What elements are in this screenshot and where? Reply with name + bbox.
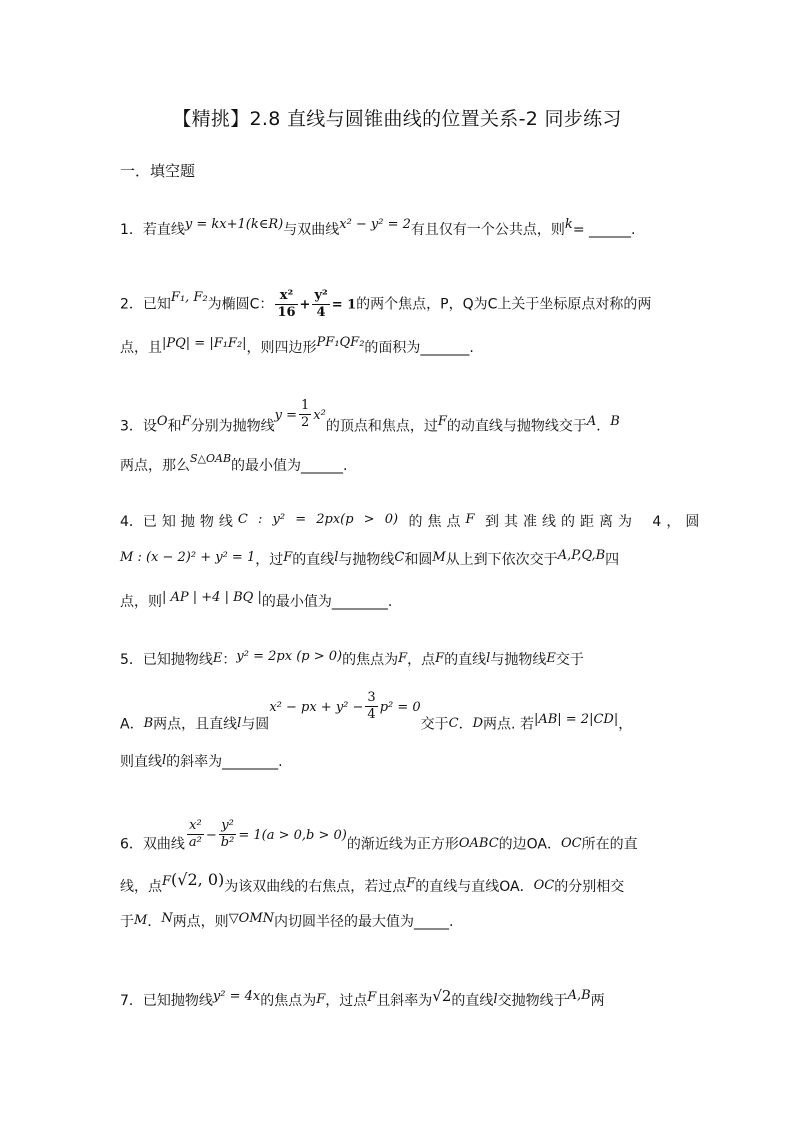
math-expression: | AP | +4 | BQ | — [162, 590, 262, 605]
math-expression: C — [394, 550, 405, 565]
problem-4 — [120, 512, 704, 533]
math-expression: N — [161, 911, 173, 926]
math-expression: S△OAB — [190, 452, 232, 465]
fraction-numerator: x² — [275, 288, 297, 305]
problem-number: 1． — [120, 222, 143, 238]
math-expression: |AB| = 2|CD| — [533, 711, 619, 727]
math-expression: C : y² = 2px(p > 0) — [237, 512, 399, 527]
problem-text: 点，且 — [120, 340, 162, 356]
math-expression: OC — [533, 878, 555, 893]
math-expression: F — [435, 651, 445, 666]
problem-3 — [120, 398, 620, 443]
page-title: 【精挑】2.8 直线与圆锥曲线的位置关系-2 同步练习 — [172, 108, 622, 130]
fraction-numerator: y² — [314, 288, 328, 303]
problem-number: 7． — [120, 993, 143, 1009]
problem-6 — [120, 818, 638, 861]
problem-5-line-3 — [120, 752, 283, 773]
problem-text: 的动直线与抛物线交于 — [446, 418, 587, 435]
problem-2-line-2 — [120, 335, 474, 359]
problem-text: 的边OA． — [498, 836, 562, 853]
problem-text: 交抛物线于 — [497, 993, 568, 1009]
fraction — [275, 288, 297, 321]
math-operator: − — [205, 827, 217, 843]
fraction-denominator: 16 — [277, 305, 296, 320]
problem-text: 四 — [605, 552, 620, 568]
math-expression: y = kx+1(k∈R) — [184, 217, 284, 232]
problem-text: 双曲线 — [142, 836, 185, 853]
problem-text: 的直线与直线OA． — [415, 879, 534, 895]
fraction-numerator: 3 — [367, 690, 376, 705]
problem-text: 分别为抛物线 — [190, 418, 275, 435]
problem-6-line-3 — [120, 912, 453, 933]
problem-text: 的最小值为________. — [261, 594, 393, 610]
problem-number: 3． — [120, 418, 143, 435]
section-heading: 一．填空题 — [120, 162, 196, 180]
problem-text: 于 — [120, 914, 134, 930]
problem-text: 的渐近线为正方形 — [346, 836, 459, 853]
problem-text: 的直线 — [292, 552, 335, 568]
problem-text: 的焦点为 — [342, 652, 399, 668]
problem-text: 的斜率为________. — [166, 754, 283, 770]
math-expression-part: = 1(a > 0,b > 0) — [238, 827, 347, 843]
problem-text: ， — [618, 716, 633, 733]
math-expression: B — [610, 413, 620, 429]
problem-3-line-2 — [120, 452, 348, 477]
problem-text: 的最小值为______. — [231, 458, 348, 474]
math-expression: x² − y² = 2 — [339, 217, 411, 232]
fraction — [365, 690, 377, 723]
math-expression: PF₁QF₂ — [316, 335, 365, 350]
math-operator: = 1 — [331, 297, 357, 313]
problem-text: 和 — [167, 418, 182, 435]
math-expression: F — [367, 990, 377, 1005]
fraction-denominator: a² — [188, 835, 202, 850]
math-expression: C — [448, 715, 459, 731]
problem-text: 的两个焦点，P，Q为C上关于坐标原点对称的两 — [356, 296, 652, 313]
fraction-denominator: 2 — [301, 415, 310, 430]
math-expression: E — [546, 651, 556, 666]
problem-text: 交于 — [420, 716, 449, 733]
problem-text: 点，则 — [120, 594, 162, 610]
problem-text: ，过 — [255, 552, 284, 568]
problem-7 — [120, 987, 605, 1012]
problem-text: 的直线 — [444, 652, 487, 668]
problem-6-line-2 — [120, 870, 625, 898]
problem-text: 为椭圆C： — [207, 296, 274, 313]
problem-text: 线，点 — [120, 879, 162, 895]
problem-text: 已知抛物线 — [142, 993, 213, 1009]
math-expression: A — [586, 413, 597, 429]
math-expression: F — [398, 651, 408, 666]
problem-text: ，点 — [407, 652, 436, 668]
problem-text: 与抛物线 — [338, 552, 395, 568]
math-expression — [185, 818, 347, 850]
problem-text: ： — [222, 652, 237, 668]
problem-2 — [120, 288, 651, 321]
problem-text: 和圆 — [404, 552, 433, 568]
problem-text: 交于 — [555, 652, 584, 668]
math-expression: M — [432, 550, 446, 565]
problem-text: 到其准线的距离为 4，圆 — [484, 514, 705, 530]
problem-text: 有且仅有一个公共点，则 — [410, 222, 565, 238]
problem-text: 的直线 — [451, 993, 494, 1009]
math-expression: ▽OMN — [228, 911, 275, 926]
math-expression: F — [162, 874, 172, 889]
problem-text: 的焦点 — [408, 514, 466, 530]
math-expression: OABC — [458, 835, 499, 851]
problem-text: 已知抛物线 — [142, 514, 238, 530]
problem-text: 的分别相交 — [554, 879, 625, 895]
math-expression: k — [564, 217, 573, 232]
problem-text: 则直线 — [120, 754, 162, 770]
math-expression: √2 — [432, 987, 452, 1005]
problem-text: 从上到下依次交于 — [445, 552, 558, 568]
fraction-denominator: 4 — [316, 305, 326, 320]
math-expression: OC — [561, 835, 582, 851]
fraction — [187, 818, 204, 851]
math-expression: l — [237, 715, 242, 731]
problem-4-line-2 — [120, 550, 619, 571]
problem-text: 两点，则 — [172, 914, 229, 930]
problem-text: 两点. 若 — [483, 716, 534, 733]
problem-text: 的顶点和焦点，过 — [325, 418, 438, 435]
math-operator: + — [299, 297, 311, 313]
math-expression-part: x² — [313, 407, 326, 423]
math-expression: F₁, F₂ — [170, 289, 208, 305]
problem-text: ． — [147, 914, 162, 930]
problem-text: 已知 — [142, 296, 171, 313]
problem-text: ，则四边形 — [246, 340, 317, 356]
problem-text: 所在的直 — [581, 836, 638, 853]
math-expression: y² = 2px (p > 0) — [236, 649, 343, 664]
math-expression: E — [212, 651, 223, 666]
fraction-numerator: y² — [219, 818, 237, 835]
problem-text: ． — [596, 418, 611, 435]
problem-4-line-3 — [120, 592, 392, 613]
math-expression: A,B — [567, 988, 591, 1003]
problem-text: 与圆 — [241, 716, 270, 733]
problem-text: 且斜率为 — [376, 993, 433, 1009]
problem-text: 为该双曲线的右焦点，若过点 — [224, 879, 407, 895]
problem-text: 两 — [590, 993, 605, 1009]
problem-text: 与抛物线 — [490, 652, 547, 668]
math-expression-part: y = — [274, 407, 297, 423]
math-expression-part: x² − px + y² − — [269, 699, 364, 715]
math-expression: M : (x − 2)² + y² = 1 — [120, 550, 256, 565]
fraction-denominator: b² — [220, 835, 235, 850]
problem-number: 6． — [120, 836, 143, 853]
fraction-numerator: x² — [187, 818, 204, 835]
math-expression: F — [406, 876, 416, 891]
math-expression: A,P,Q,B — [557, 548, 606, 563]
problem-5-line-2 — [120, 690, 633, 741]
problem-text: 的焦点为 — [260, 993, 317, 1009]
problem-text: 若直线 — [142, 222, 185, 238]
problem-5 — [120, 650, 584, 671]
math-expression: O — [156, 413, 168, 429]
math-expression: F — [437, 413, 447, 429]
problem-text: 两点，那么 — [120, 458, 190, 474]
problem-number: 5． — [120, 652, 143, 668]
math-expression: (√2, 0) — [171, 870, 225, 889]
math-expression: l — [334, 550, 339, 565]
math-expression — [269, 690, 421, 722]
problem-text: 与双曲线 — [283, 222, 340, 238]
math-expression: l — [493, 992, 498, 1007]
problem-text: 的面积为_______. — [364, 340, 474, 356]
fraction — [312, 288, 329, 321]
problem-number: 2． — [120, 296, 143, 313]
problem-text: 内切圆半径的最大值为_____. — [274, 914, 454, 930]
problem-text: 已知抛物线 — [142, 652, 213, 668]
math-expression: F — [283, 550, 293, 565]
problem-text: ，过点 — [325, 993, 368, 1009]
fraction-numerator: 1 — [301, 398, 310, 413]
math-expression — [274, 398, 326, 430]
problem-text: 两点，且直线 — [153, 716, 238, 733]
math-expression: B — [143, 715, 154, 731]
problem-text: A． — [120, 716, 144, 733]
fraction — [219, 818, 237, 851]
problem-text: = ______. — [572, 222, 636, 238]
fraction — [299, 398, 311, 431]
problem-text: 设 — [142, 418, 157, 435]
math-expression: M — [134, 913, 148, 928]
problem-number: 4． — [120, 514, 143, 530]
problem-text: ． — [458, 716, 473, 733]
math-expression: y² = 4x — [212, 989, 261, 1004]
problem-1 — [120, 217, 636, 241]
math-expression: |PQ| = |F₁F₂| — [162, 336, 247, 351]
math-expression: l — [486, 651, 491, 666]
math-expression: F — [181, 413, 191, 429]
math-expression: D — [472, 715, 484, 731]
math-expression-part: p² = 0 — [379, 699, 421, 715]
math-expression: F — [316, 992, 326, 1007]
math-expression: F — [465, 512, 475, 527]
math-expression: l — [162, 753, 167, 768]
fraction-denominator: 4 — [367, 707, 376, 722]
